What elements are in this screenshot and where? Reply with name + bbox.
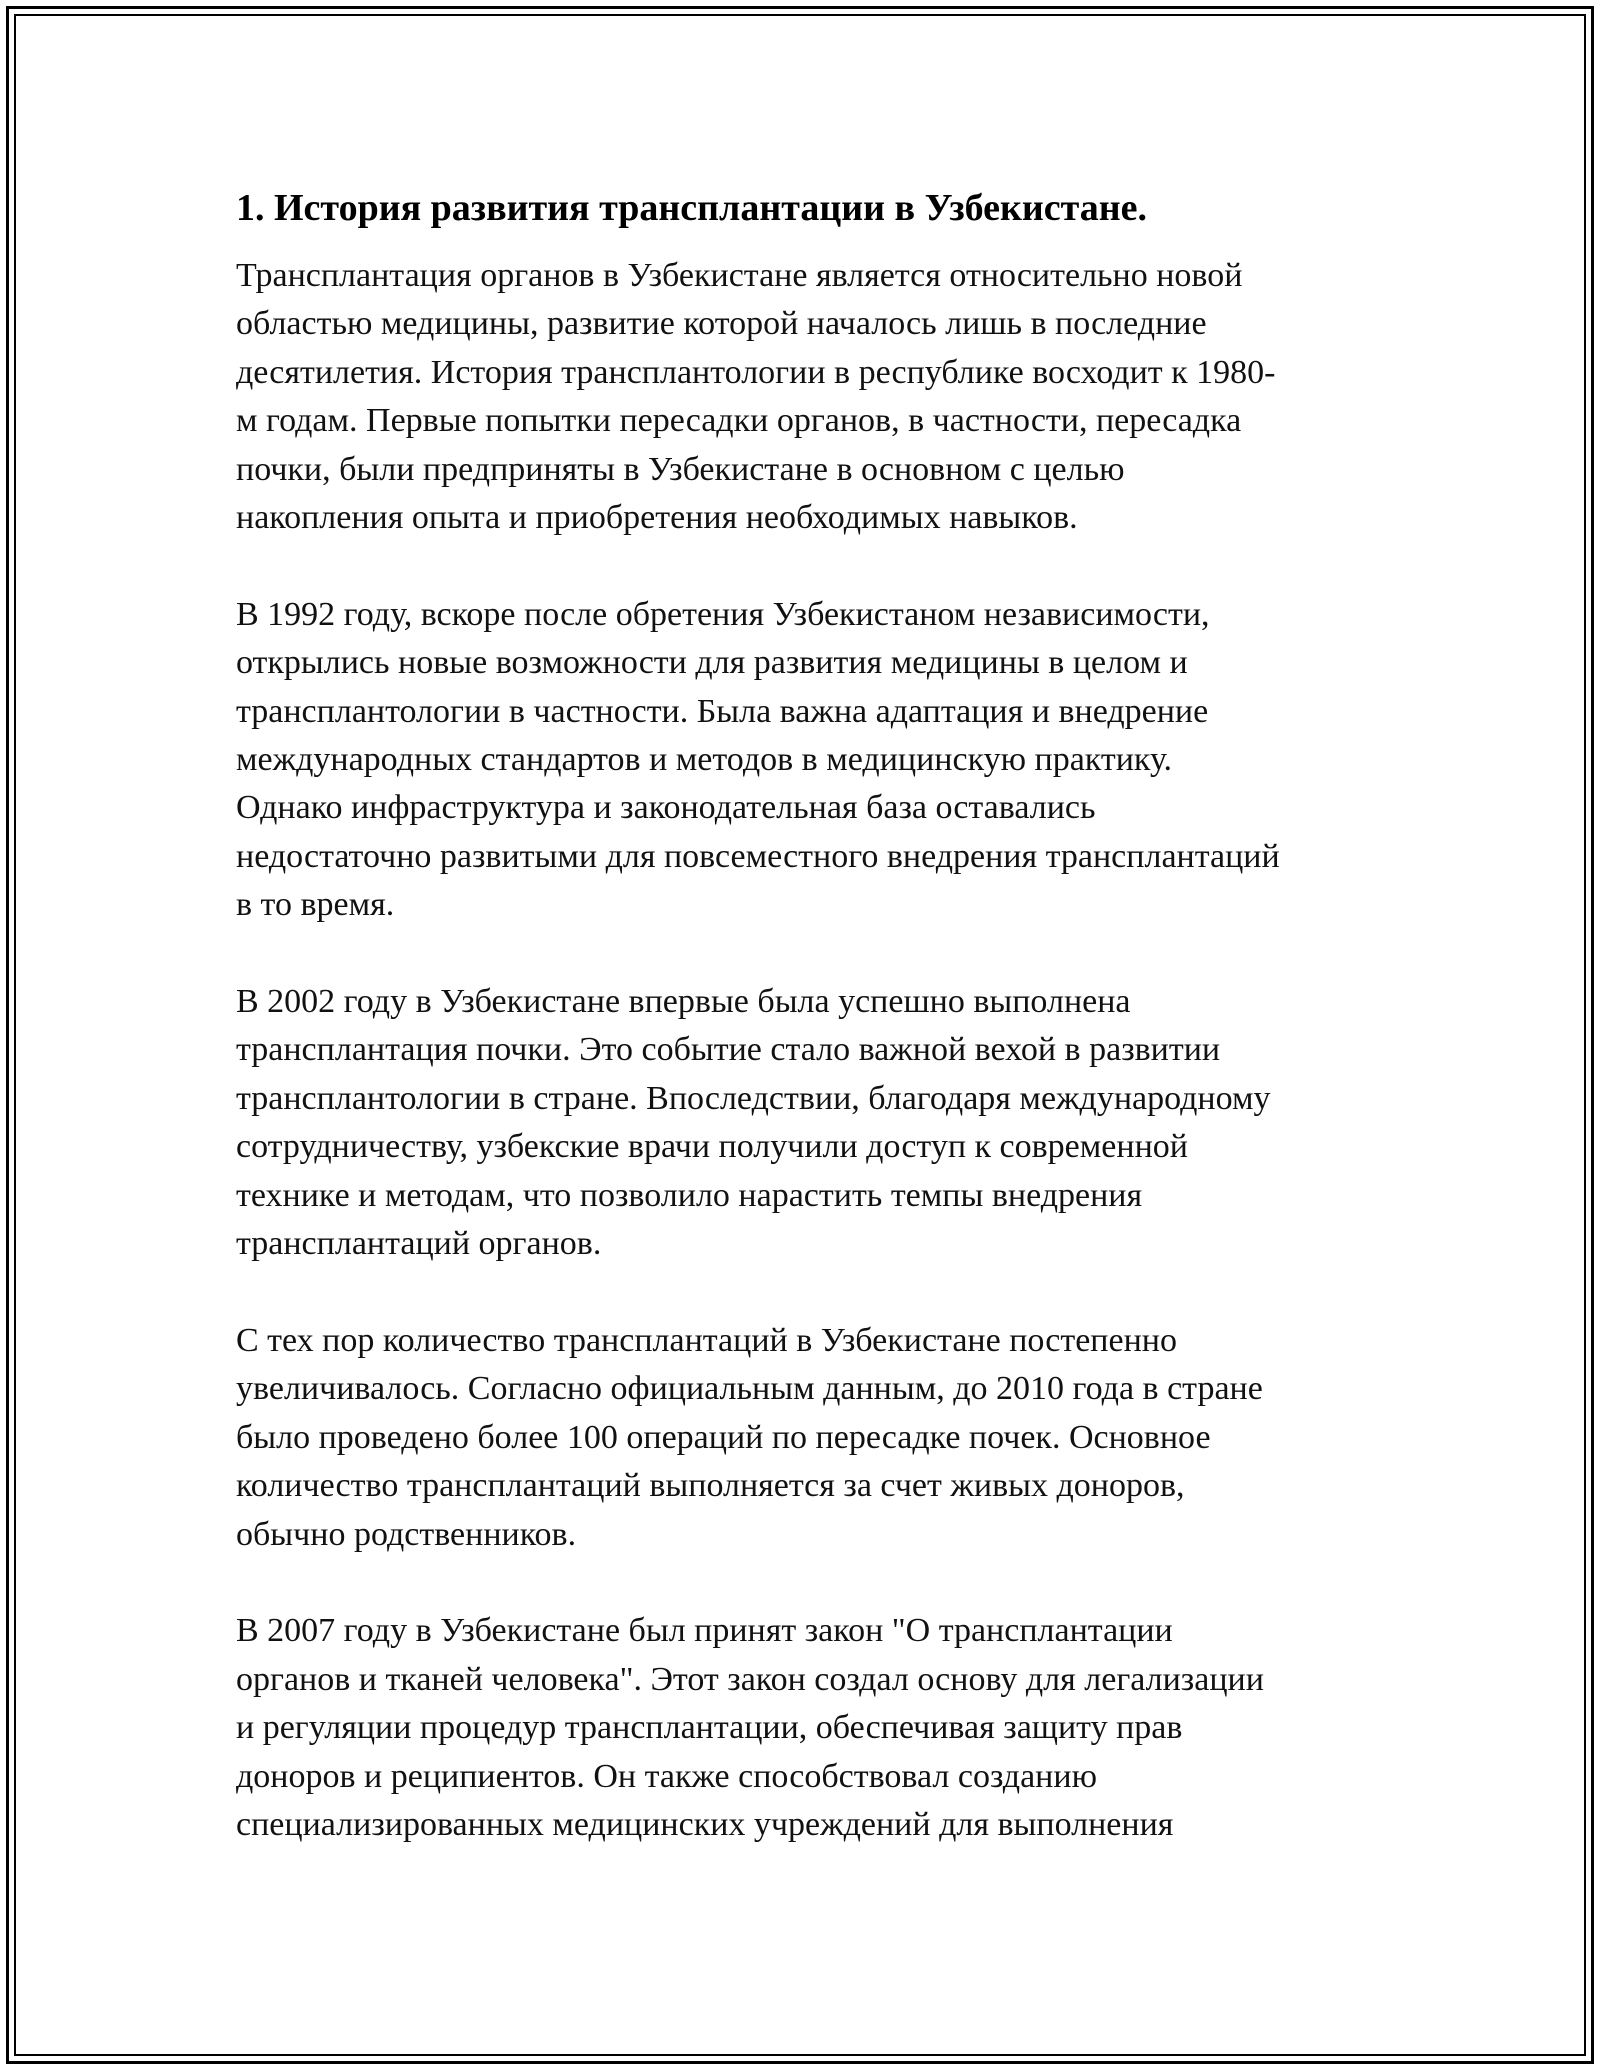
text-line: специализированных медицинских учреждений для выполнения [236,1805,1174,1843]
text-line: в то время. [236,886,395,924]
text-line: Однако инфраструктура и законодательная база оставались [236,789,1096,827]
document-body [236,184,1366,1898]
text-line: недостаточно развитыми для повсеместного внедрения трансплантаций [236,837,1280,875]
paragraph-2 [236,591,1366,930]
text-line: сотрудничеству, узбекские врачи получили доступ к современной [236,1128,1188,1166]
text-line: трансплантологии в стране. Впоследствии, благодаря международному [236,1079,1271,1117]
text-line: доноров и реципиентов. Он также способствовал созданию [236,1757,1097,1795]
text-line: технике и методам, что позволило нарастить темпы внедрения [236,1176,1143,1214]
paragraph-1 [236,252,1366,542]
text-line: открылись новые возможности для развития медицины в целом и [236,644,1188,682]
text-line: трансплантация почки. Это событие стало важной вехой в развитии [236,1031,1221,1069]
text-line: Трансплантация органов в Узбекистане является относительно новой [236,257,1243,294]
paragraph-5 [236,1607,1366,1849]
text-line: С тех пор количество трансплантаций в Узбекистане постепенно [236,1321,1177,1359]
text-line: В 2002 году в Узбекистане впервые была успешно выполнена [236,983,1131,1021]
text-line: было проведено более 100 операций по пересадке почек. Основное [236,1418,1211,1456]
text-line: международных стандартов и методов в медицинскую практику. [236,741,1173,779]
text-line: увеличивалось. Согласно официальным данным, до 2010 года в стране [236,1370,1263,1408]
text-line: трансплантаций органов. [236,1225,602,1263]
text-line: В 2007 году в Узбекистане был принят закон "О трансплантации [236,1612,1173,1650]
section-heading: 1. История развития трансплантации в Узбекистане. [236,187,1148,229]
text-line: В 1992 году, вскоре после обретения Узбекистаном независимости, [236,595,1210,633]
text-line: обычно родственников. [236,1515,577,1553]
text-line: м годам. Первые попытки пересадки органов, в частности, пересадка [236,402,1242,440]
text-line: почки, были предприняты в Узбекистане в основном с целью [236,450,1125,488]
text-line: и регуляции процедур трансплантации, обеспечивая защиту прав [236,1709,1183,1747]
paragraph-4 [236,1317,1366,1559]
text-line: трансплантологии в частности. Была важна адаптация и внедрение [236,692,1209,730]
paragraph-3 [236,978,1366,1268]
text-line: количество трансплантаций выполняется за счет живых доноров, [236,1467,1185,1505]
text-line: областью медицины, развитие которой началось лишь в последние [236,305,1207,343]
text-line: накопления опыта и приобретения необходимых навыков. [236,499,1078,537]
text-line: органов и тканей человека". Этот закон создал основу для легализации [236,1660,1264,1698]
text-line: десятилетия. История трансплантологии в республике восходит к 1980- [236,353,1276,391]
